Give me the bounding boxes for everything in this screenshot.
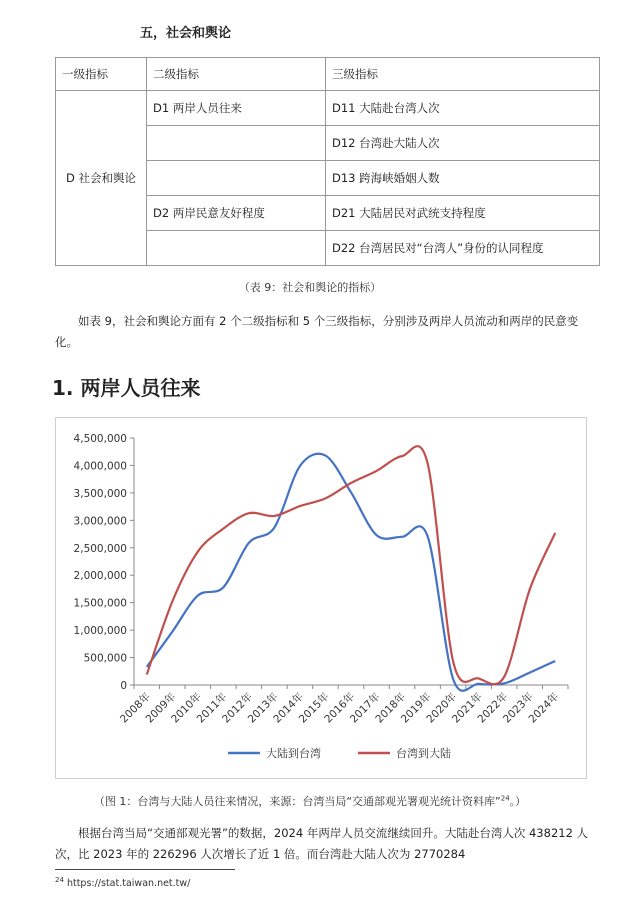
level3-cell: D22 台湾居民对“台湾人”身份的认同程度 [326, 231, 600, 266]
x-tick-label: 2013年 [245, 690, 281, 726]
table-header-row [56, 58, 600, 91]
footnote-number: 24 [55, 876, 64, 884]
section-title: 五，社会和舆论 [140, 26, 232, 41]
y-tick-label: 1,000,000 [73, 625, 127, 638]
level3-cell: D12 台湾赴大陆人次 [326, 126, 600, 161]
level3-cell: D11 大陆赴台湾人次 [326, 91, 600, 126]
footnote [55, 876, 190, 889]
level3-cell: D13 跨海峡婚姻人数 [326, 161, 600, 196]
level2-cell-empty [147, 161, 326, 196]
y-tick-label: 3,000,000 [73, 515, 127, 528]
footnote-ref: 24 [500, 794, 510, 803]
paragraph: 根据台湾当局“交通部观光署”的数据，2024 年两岸人员交流继续回升。大陆赴台湾人次 438212 人次，比 2023 年的 226296 人次增长了近 1 倍。而台湾赴大陆人次为 2770284 [55, 826, 589, 861]
level1-cell: D 社会和舆论 [56, 91, 147, 266]
x-tick-label: 2020年 [424, 690, 460, 726]
figure-caption-end: 。） [509, 795, 527, 808]
x-tick-label: 2012年 [220, 690, 256, 726]
x-tick-label: 2009年 [143, 690, 179, 726]
level2-cell-empty [147, 231, 326, 266]
indicator-table [55, 57, 600, 266]
series-line-1 [147, 454, 555, 691]
y-tick-label: 3,500,000 [73, 487, 127, 500]
x-tick-label: 2018年 [373, 690, 409, 726]
legend-label: 台湾到大陆 [396, 747, 451, 760]
y-tick-label: 4,500,000 [73, 433, 127, 445]
level2-cell: D2 两岸民意友好程度 [147, 196, 326, 231]
x-tick-label: 2016年 [322, 690, 358, 726]
x-tick-label: 2024年 [526, 690, 562, 726]
x-tick-label: 2019年 [398, 690, 434, 726]
series-line-2 [147, 446, 555, 684]
table-header-cell: 三级指标 [326, 58, 600, 91]
line-chart [56, 418, 586, 778]
section-heading: 1. 两岸人员往来 [52, 376, 201, 400]
y-tick-label: 500,000 [83, 652, 127, 665]
level3-cell: D21 大陆居民对武统支持程度 [326, 196, 600, 231]
x-tick-label: 2015年 [296, 690, 332, 726]
y-tick-label: 1,500,000 [73, 597, 127, 610]
x-tick-label: 2011年 [194, 690, 230, 726]
figure-caption [0, 793, 620, 809]
table-row [56, 91, 600, 126]
table-header-cell: 一级指标 [56, 58, 147, 91]
footnote-link[interactable]: https://stat.taiwan.net.tw/ [66, 878, 191, 890]
x-tick-label: 2022年 [475, 690, 511, 726]
x-tick-label: 2021年 [449, 690, 485, 726]
y-tick-label: 0 [120, 680, 127, 692]
table-caption: （表 9：社会和舆论的指标） [238, 281, 382, 294]
figure-caption-text: （图 1：台湾与大陆人员往来情况，来源：台湾当局“交通部观光署观光统计资料库” [93, 795, 501, 808]
y-tick-label: 4,000,000 [73, 460, 127, 473]
level2-cell-empty [147, 126, 326, 161]
x-tick-label: 2010年 [169, 690, 204, 726]
paragraph: 如表 9，社会和舆论方面有 2 个二级指标和 5 个三级指标，分别涉及两岸人员流动和两岸的民意变化。 [55, 314, 579, 349]
y-tick-label: 2,500,000 [73, 542, 127, 555]
footnote-divider [55, 869, 235, 870]
y-tick-label: 2,000,000 [73, 570, 127, 583]
x-tick-label: 2023年 [501, 690, 536, 726]
x-tick-label: 2008年 [118, 690, 153, 726]
table-header-cell: 二级指标 [147, 58, 326, 91]
level2-cell: D1 两岸人员往来 [147, 91, 326, 126]
x-tick-label: 2014年 [271, 690, 307, 726]
x-tick-label: 2017年 [347, 690, 383, 726]
legend-label: 大陆到台湾 [266, 747, 321, 760]
chart-frame [55, 417, 587, 779]
